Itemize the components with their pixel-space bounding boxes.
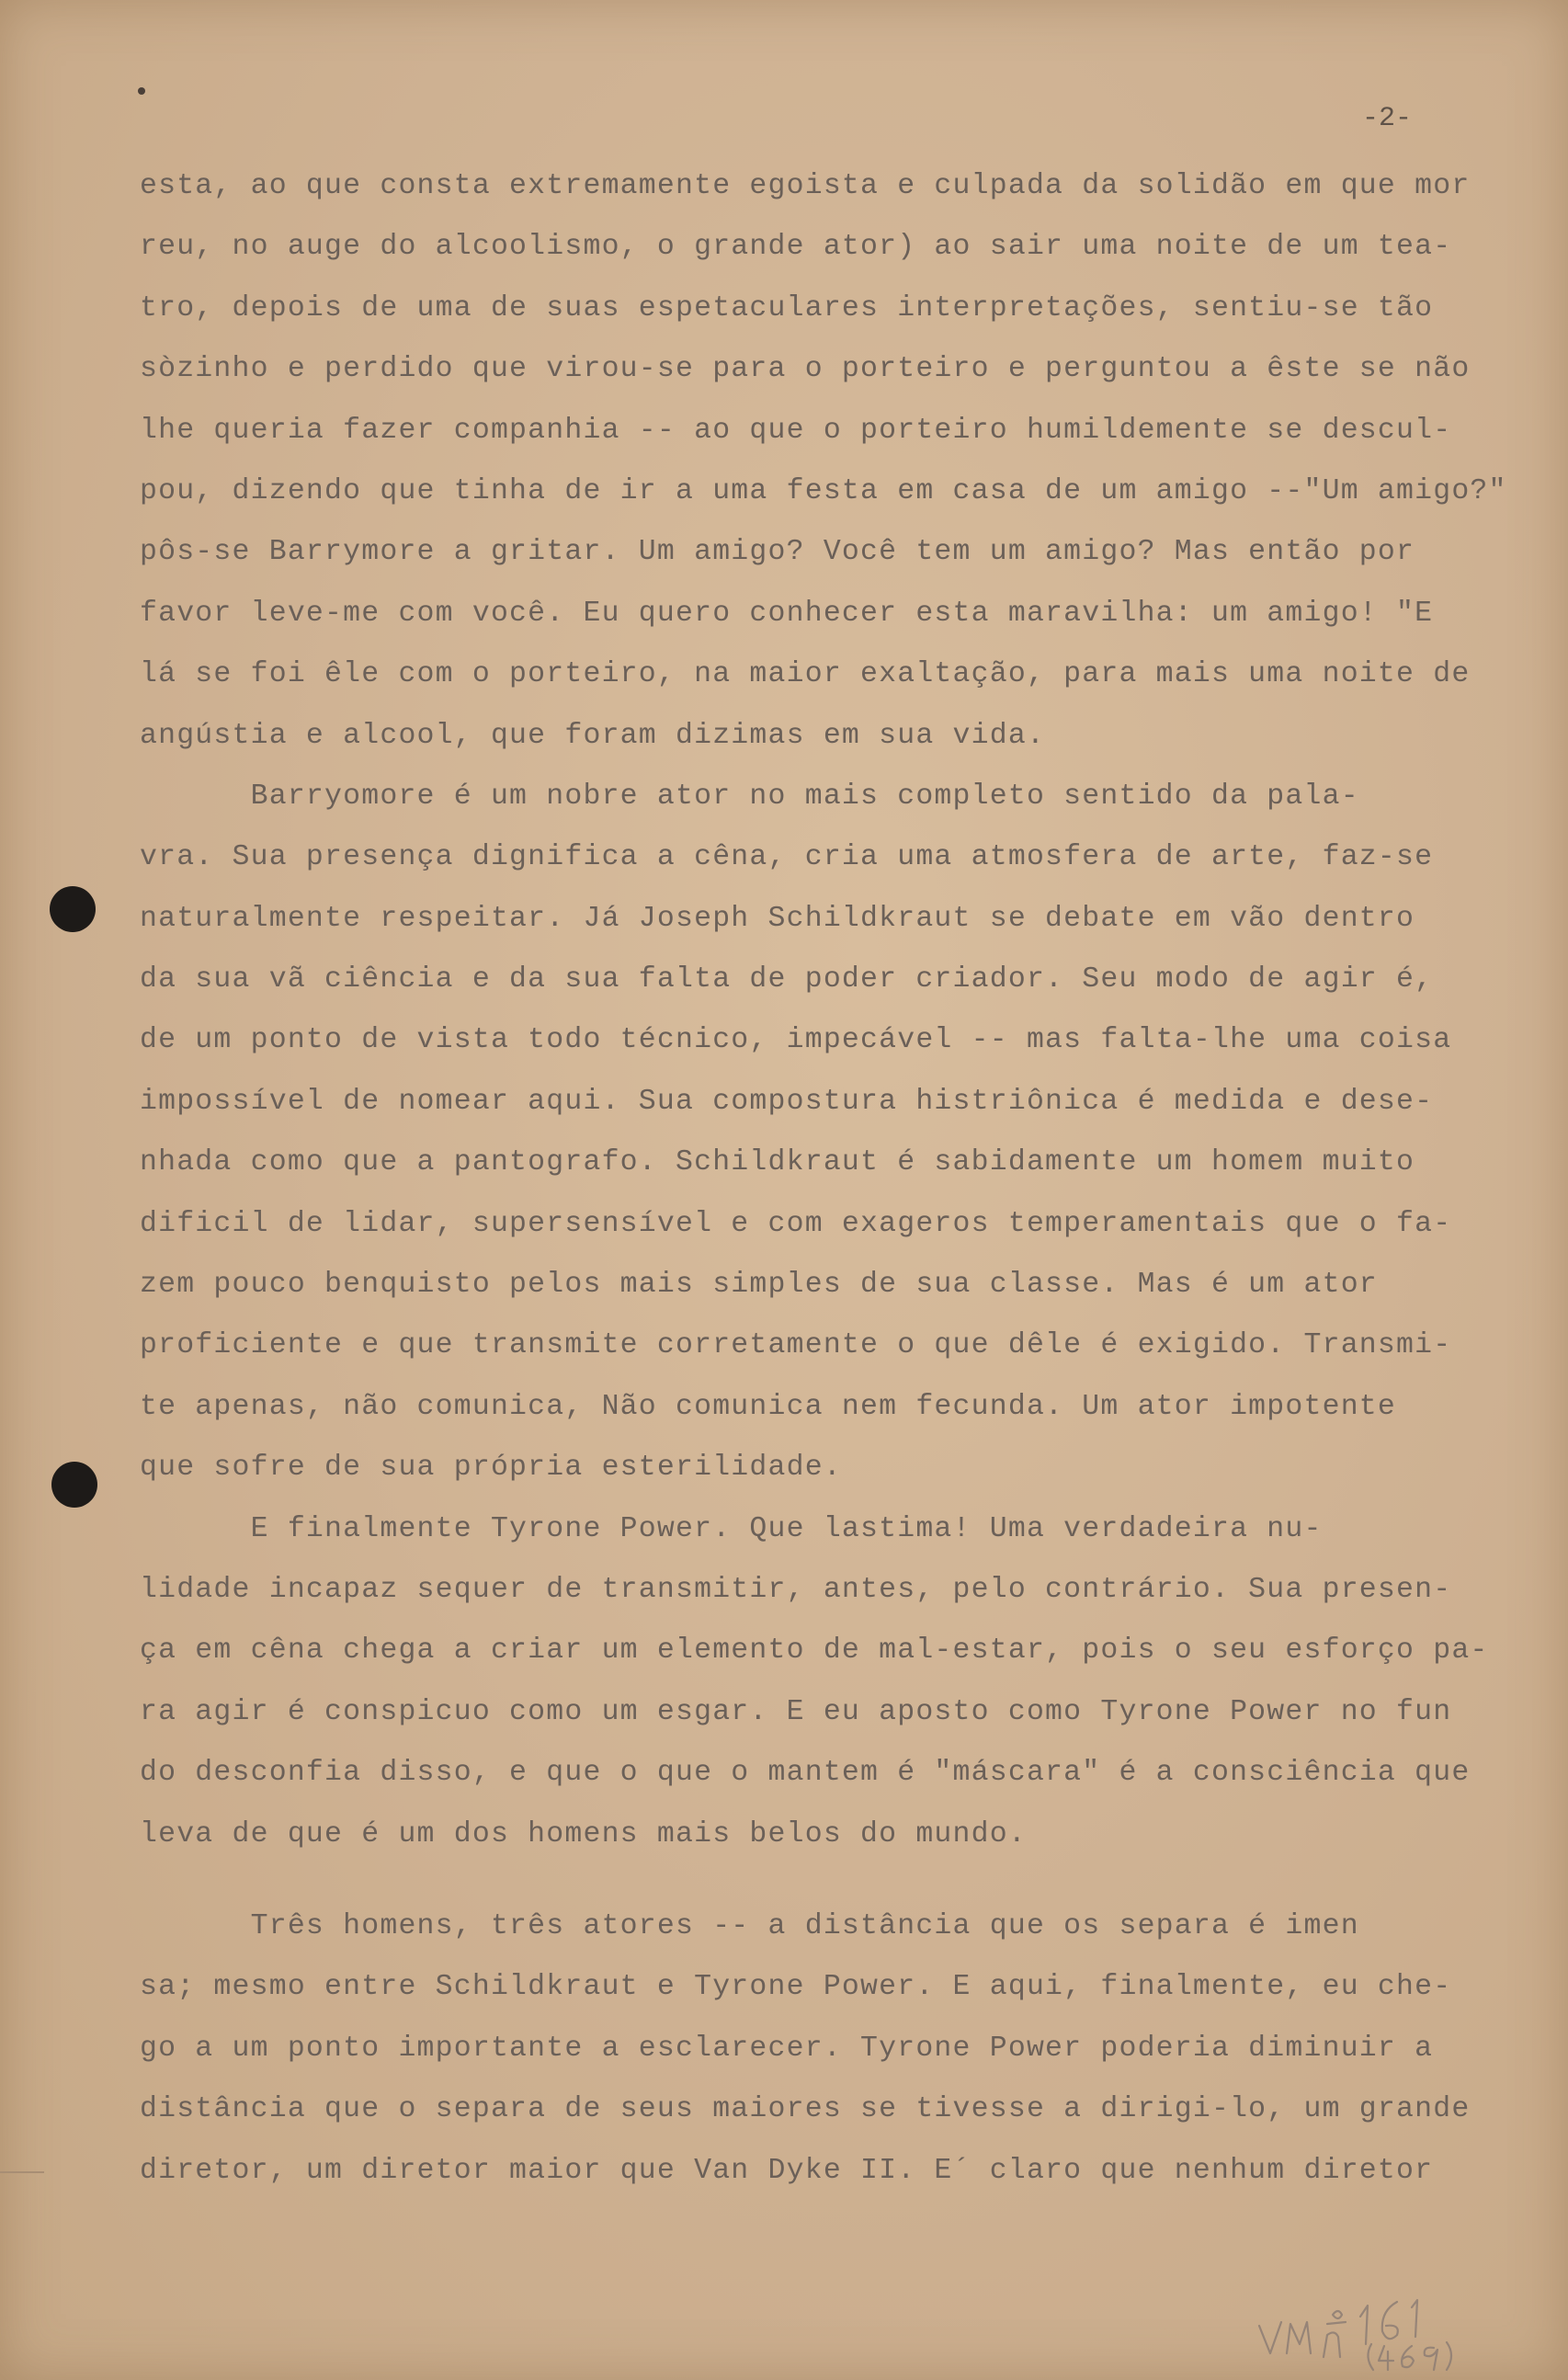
text-line: nhada como que a pantografo. Schildkraut é sabidamente um homem muito (140, 1146, 1415, 1179)
text-line: ça em cêna chega a criar um elemento de mal-estar, pois o seu esforço pa- (140, 1634, 1489, 1668)
text-line: Três homens, três atores -- a distância que os separa é imen (140, 1909, 1359, 1942)
text-line: leva de que é um dos homens mais belos do mundo. (140, 1817, 1027, 1850)
text-line: tro, depois de uma de suas espetaculares interpretações, sentiu-se tão (140, 291, 1434, 325)
text-line: diretor, um diretor maior que Van Dyke II. E´ claro que nenhum diretor (140, 2154, 1434, 2187)
text-line: favor leve-me com você. Eu quero conhecer esta maravilha: um amigo! "E (140, 597, 1434, 630)
text-line: E finalmente Tyrone Power. Que lastima! Uma verdadeira nu- (140, 1512, 1323, 1545)
handwritten-archive-mark (1250, 2280, 1507, 2372)
text-line: naturalmente respeitar. Já Joseph Schildkraut se debate em vão dentro (140, 902, 1415, 935)
text-line: lhe queria fazer companhia -- ao que o porteiro humildemente se descul- (140, 414, 1452, 447)
text-line: lidade incapaz sequer de transmitir, antes, pelo contrário. Sua presen- (140, 1573, 1452, 1606)
text-body (140, 156, 1507, 2202)
page-number: -2- (1361, 103, 1412, 134)
text-line: angústia e alcool, que foram dizimas em sua vida. (140, 719, 1046, 752)
text-line: sa; mesmo entre Schildkraut e Tyrone Power. E aqui, finalmente, eu che- (140, 1971, 1452, 2004)
text-line: vra. Sua presença dignifica a cêna, cria uma atmosfera de arte, faz-se (140, 841, 1434, 874)
text-line: dificil de lidar, supersensível e com exageros temperamentais que o fa- (140, 1207, 1452, 1240)
text-line: da sua vã ciência e da sua falta de poder criador. Seu modo de agir é, (140, 963, 1434, 996)
text-line: que sofre de sua própria esterilidade. (140, 1452, 842, 1485)
text-line: reu, no auge do alcoolismo, o grande ator) ao sair uma noite de um tea- (140, 231, 1452, 264)
punch-hole (51, 1462, 97, 1508)
text-line: go a um ponto importante a esclarecer. Tyrone Power poderia diminuir a (140, 2032, 1434, 2065)
paragraph-gap (140, 1865, 1482, 1896)
punch-hole (50, 886, 96, 932)
text-line: proficiente e que transmite corretamente o que dêle é exigido. Transmi- (140, 1329, 1452, 1362)
text-line: zem pouco benquisto pelos mais simples de sua classe. Mas é um ator (140, 1269, 1378, 1302)
text-line: pou, dizendo que tinha de ir a uma festa em casa de um amigo --"Um amigo?" (140, 474, 1507, 507)
text-line: impossível de nomear aqui. Sua compostura histriônica é medida e dese- (140, 1085, 1434, 1118)
text-line: Barryomore é um nobre ator no mais completo sentido da pala- (140, 780, 1359, 813)
text-line: te apenas, não comunica, Não comunica nem fecunda. Um ator impotente (140, 1390, 1397, 1423)
paper-crease (0, 2171, 44, 2173)
text-line: esta, ao que consta extremamente egoista e culpada da solidão em que mor (140, 170, 1471, 202)
text-line: sòzinho e perdido que virou-se para o porteiro e perguntou a êste se não (140, 353, 1471, 386)
text-line: de um ponto de vista todo técnico, impecável -- mas falta-lhe uma coisa (140, 1024, 1452, 1057)
text-line: distância que o separa de seus maiores se tivesse a dirigi-lo, um grande (140, 2093, 1471, 2126)
text-line: do desconfia disso, e que o que o mantem é "máscara" é a consciência que (140, 1757, 1471, 1790)
ink-speck (138, 87, 145, 95)
text-line: pôs-se Barrymore a gritar. Um amigo? Você tem um amigo? Mas então por (140, 536, 1415, 569)
text-line: lá se foi êle com o porteiro, na maior exaltação, para mais uma noite de (140, 658, 1471, 691)
text-line: ra agir é conspicuo como um esgar. E eu aposto como Tyrone Power no fun (140, 1695, 1452, 1728)
